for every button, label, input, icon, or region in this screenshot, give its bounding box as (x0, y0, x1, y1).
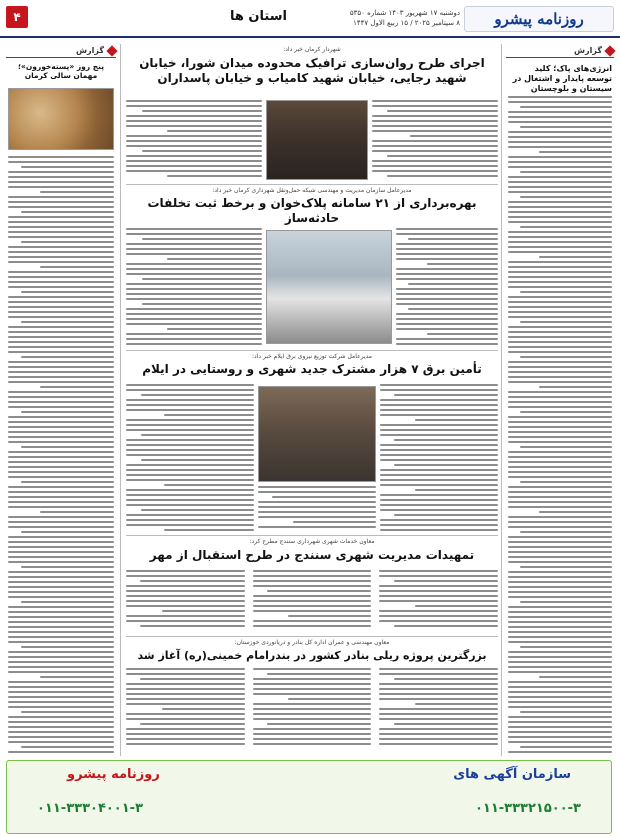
left-column-body (8, 156, 114, 756)
left-column-head-label: گزارش (75, 46, 104, 55)
article5-kicker: معاون مهندسی و عمران اداره کل بنادر و دریانوردی خوزستان: (234, 639, 390, 646)
article3-body-right (380, 384, 498, 532)
issue-info (350, 8, 460, 28)
section-title: استان ها (230, 9, 287, 24)
left-column-head (6, 44, 116, 58)
article1-headline: اجرای طرح روان‌سازی ترافیک محدوده میدان شورا، خیابان شهید رجایی، خیابان شهید کامیاب و خیابان پاسداران (139, 56, 485, 85)
article-separator (126, 350, 498, 351)
right-column-head-label: گزارش (573, 46, 602, 55)
left-column-headline: پنج روز «پسته‌خورون»؛ مهمان سالی کرمان (17, 62, 105, 81)
article4-body (126, 570, 498, 632)
article1-body-right (372, 100, 498, 182)
right-column-headline: انرژی‌های پاک؛ کلید توسعه پایدار و اشتغال در سیستان و بلوچستان (512, 64, 612, 93)
article1-photo (266, 100, 368, 180)
diamond-icon (604, 45, 615, 56)
article2-photo (266, 230, 392, 344)
article1-body-left (126, 100, 262, 182)
advertising-banner (6, 760, 612, 834)
article2-kicker: مدیرعامل سازمان مدیریت و مهندسی شبکه حمل‌ونقل شهرداری کرمان خبر داد: (212, 187, 412, 194)
column-divider (120, 44, 121, 756)
right-column-head (506, 44, 614, 58)
article-separator (126, 535, 498, 536)
article-separator (126, 184, 498, 185)
ad-phone-agency[interactable]: ۰۱۱-۳۳۳۲۱۵۰۰-۳ (474, 801, 581, 816)
issue-date-line: دوشنبه ۱۷ شهریور ۱۴۰۳ شماره ۵۳۵۰ (349, 9, 460, 17)
ad-title-agency: سازمان آگهی های (453, 767, 571, 782)
article2-body-left (126, 228, 262, 348)
article-separator (126, 636, 498, 637)
article3-headline: تأمین برق ۷ هزار مشترک جدید شهری و روستایی در ایلام (142, 362, 482, 376)
article4-kicker: معاون خدمات شهری شهرداری سنندج مطرح کرد: (249, 538, 375, 545)
article5-body (126, 668, 498, 754)
article1-kicker: شهردار کرمان خبر داد: (283, 46, 341, 53)
issue-date-line-gregorian: ۸ سپتامبر ۲۰۲۵ / ۱۵ ربیع الاول ۱۴۴۷ (353, 19, 460, 27)
page-number: ۴ (6, 6, 28, 28)
newspaper-logo: روزنامه پیشرو (464, 6, 614, 32)
column-divider (501, 44, 502, 756)
ad-phone-newspaper[interactable]: ۰۱۱-۳۳۳۰۴۰۰۱-۳ (37, 801, 144, 816)
ad-title-newspaper: روزنامه پیشرو (67, 767, 160, 782)
pistachio-photo (8, 88, 114, 150)
article2-headline: بهره‌برداری از ۲۱ سامانه پلاک‌خوان و برخط ثبت تخلفات حادثه‌ساز (147, 196, 477, 225)
article5-headline: بزرگترین پروژه ریلی بنادر کشور در بندرامام خمینی(ره) آغاز شد (137, 649, 487, 662)
article3-body-left (126, 384, 254, 532)
article3-photo (258, 386, 376, 482)
article3-kicker: مدیرعامل شرکت توزیع نیروی برق ایلام خبر داد: (252, 353, 372, 360)
article2-body-right (396, 228, 498, 348)
article4-headline: تمهیدات مدیریت شهری سنندج در طرح استقبال از مهر (149, 548, 475, 562)
article3-body-middle (258, 486, 376, 532)
right-column-body (508, 96, 612, 756)
diamond-icon (106, 45, 117, 56)
